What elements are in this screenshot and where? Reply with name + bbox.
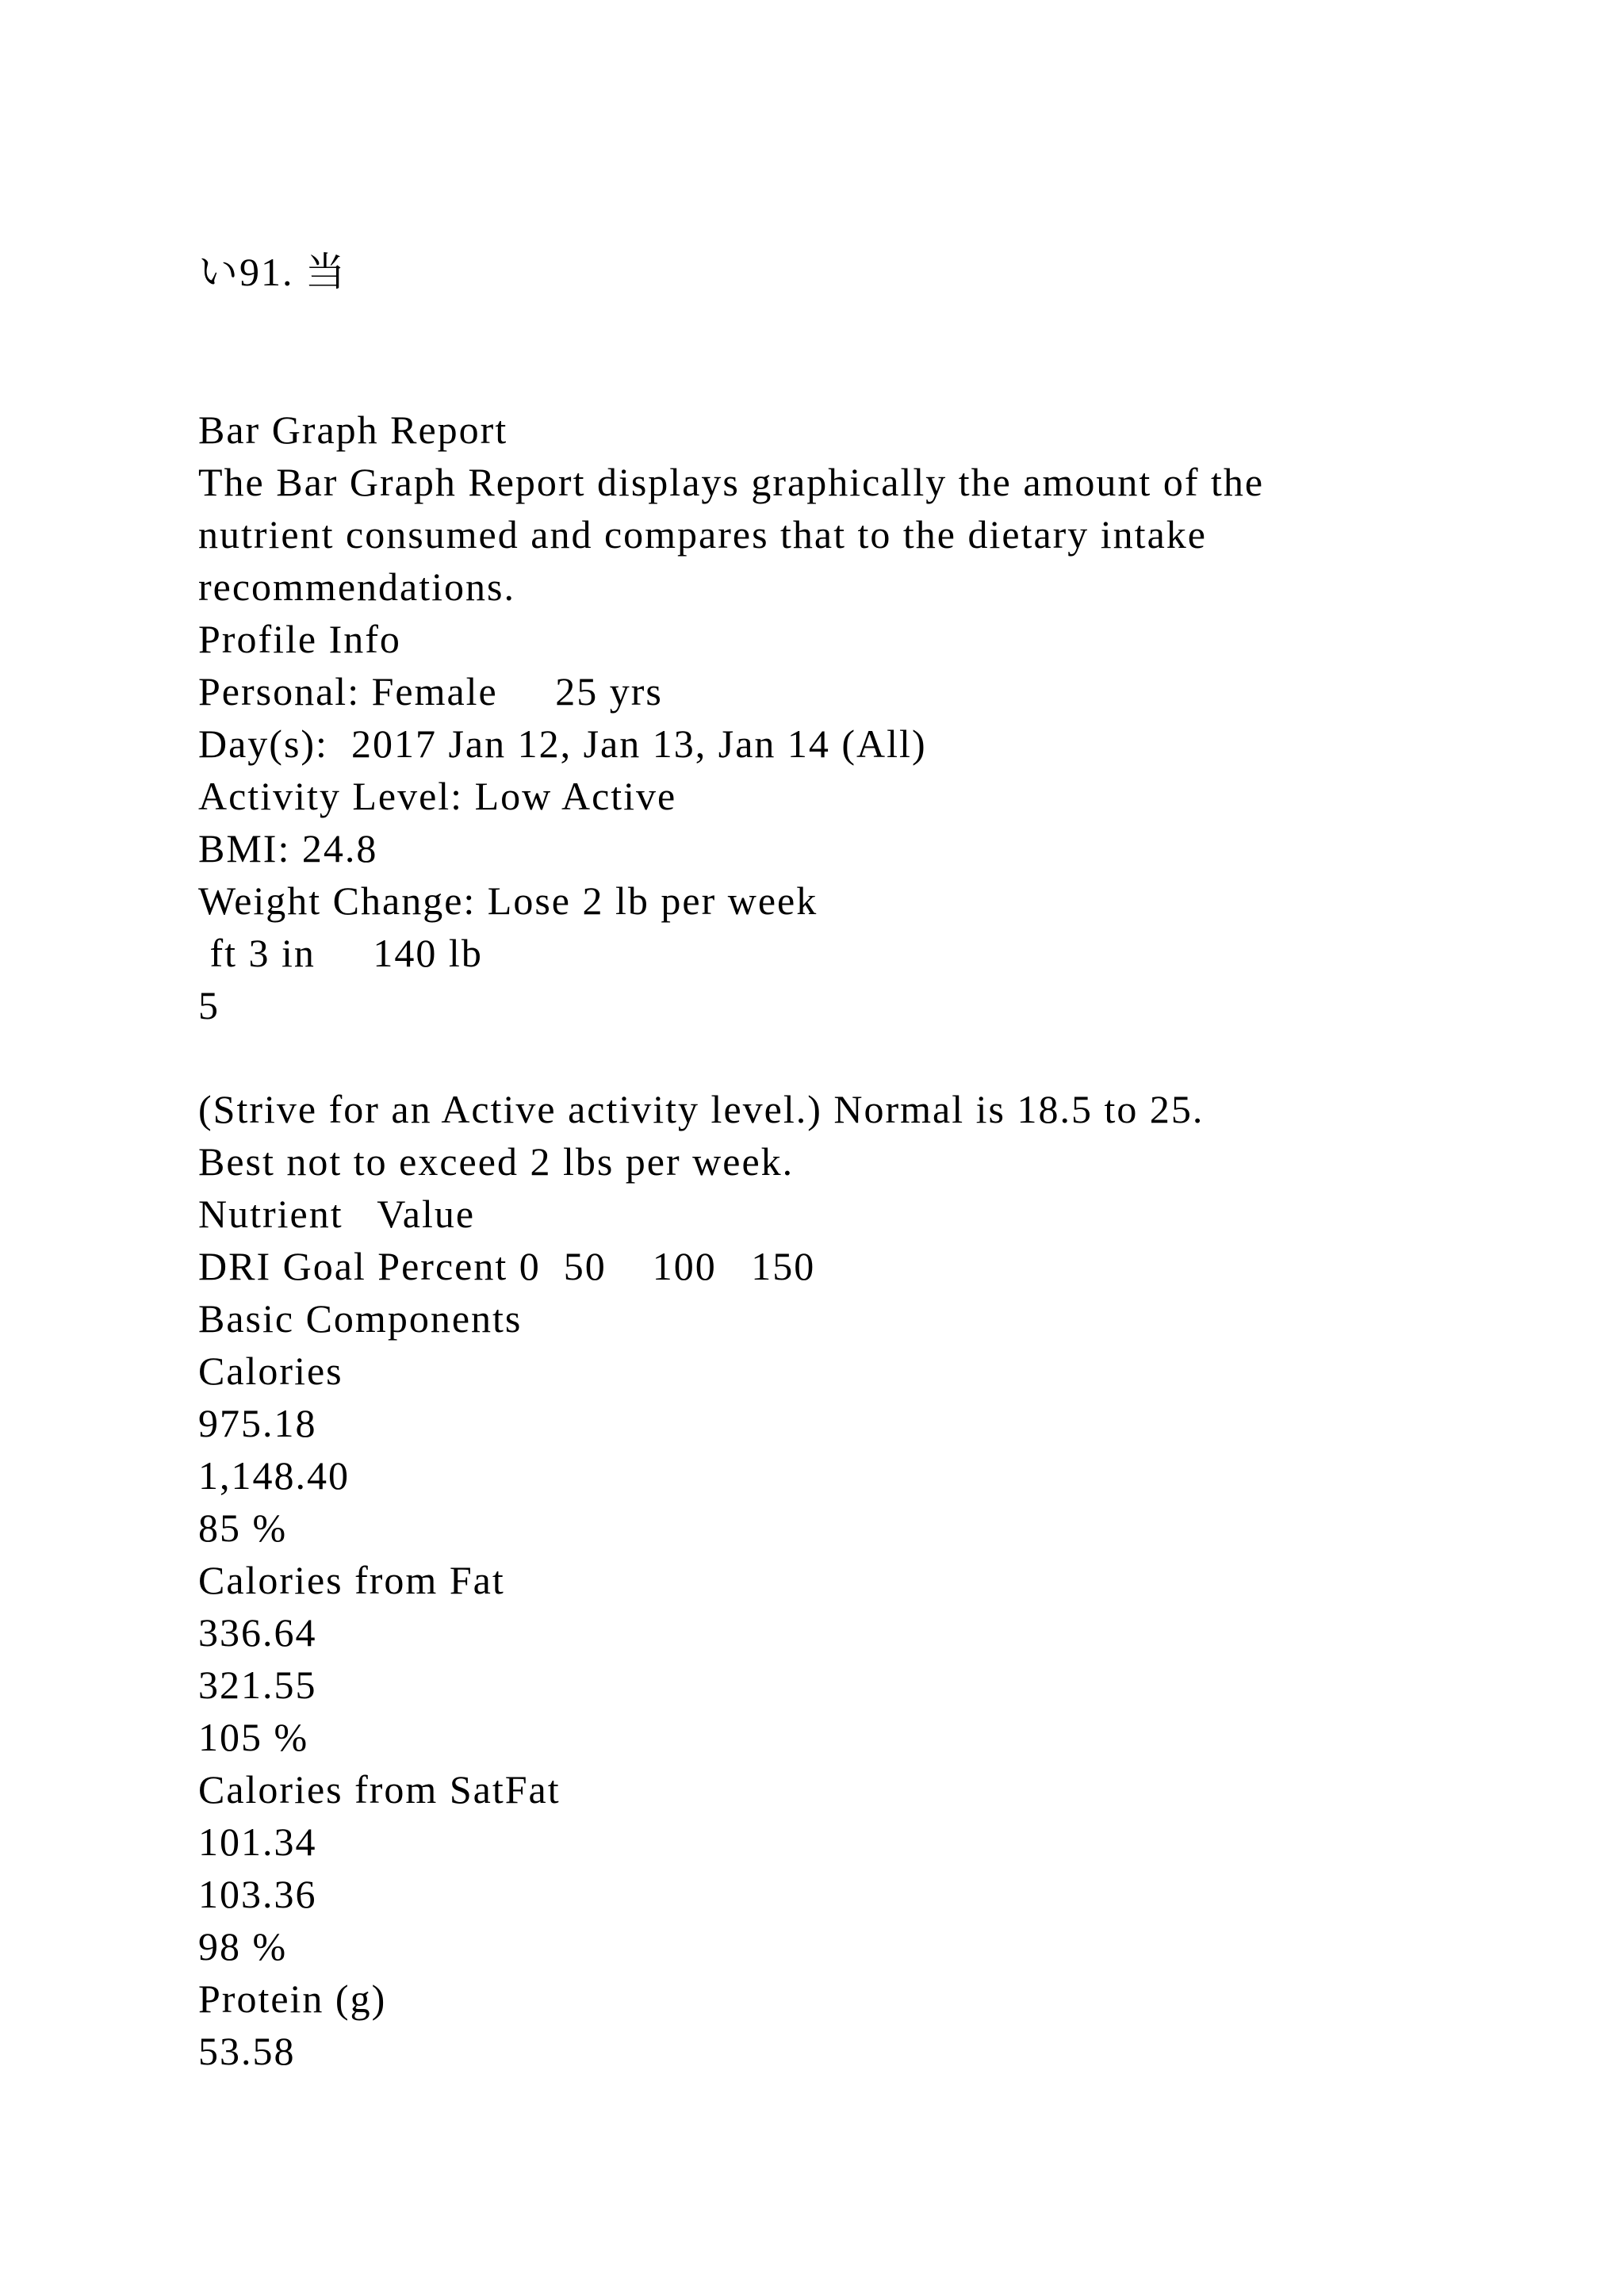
nutrient-percent: 105 % bbox=[198, 1715, 309, 1759]
nutrient-name: Calories bbox=[198, 1349, 343, 1393]
nutrient-value: 53.58 bbox=[198, 2029, 296, 2073]
nutrient-goal: 103.36 bbox=[198, 1872, 317, 1916]
note-line: (Strive for an Active activity level.) Normal is 18.5 to 25. bbox=[198, 1087, 1205, 1131]
nutrient-percent: 98 % bbox=[198, 1924, 288, 1969]
profile-heading: Profile Info bbox=[198, 617, 401, 661]
table-header: DRI Goal Percent 0 50 100 150 bbox=[198, 1244, 816, 1288]
nutrient-value: 101.34 bbox=[198, 1820, 317, 1864]
profile-personal: Personal: Female 25 yrs bbox=[198, 669, 663, 714]
table-header: Nutrient Value bbox=[198, 1192, 476, 1236]
header-glyphs: い91. 当 bbox=[198, 250, 347, 294]
report-description-line: recommendations. bbox=[198, 564, 515, 609]
nutrient-goal: 321.55 bbox=[198, 1663, 317, 1707]
report-description-line: The Bar Graph Report displays graphically the amount of the bbox=[198, 460, 1265, 504]
nutrient-name: Calories from SatFat bbox=[198, 1767, 561, 1812]
nutrient-name: Protein (g) bbox=[198, 1976, 387, 2021]
nutrient-value: 336.64 bbox=[198, 1610, 317, 1655]
profile-bmi: BMI: 24.8 bbox=[198, 826, 378, 871]
note-line: Best not to exceed 2 lbs per week. bbox=[198, 1139, 795, 1184]
nutrient-name: Calories from Fat bbox=[198, 1558, 505, 1602]
nutrient-goal: 1,148.40 bbox=[198, 1453, 350, 1498]
table-section-heading: Basic Components bbox=[198, 1296, 523, 1341]
profile-weight-change: Weight Change: Lose 2 lb per week bbox=[198, 878, 818, 923]
report-title: Bar Graph Report bbox=[198, 408, 508, 452]
profile-height-feet: 5 bbox=[198, 983, 220, 1027]
profile-activity: Activity Level: Low Active bbox=[198, 774, 677, 818]
nutrient-percent: 85 % bbox=[198, 1506, 288, 1550]
nutrient-value: 975.18 bbox=[198, 1401, 317, 1445]
profile-days: Day(s): 2017 Jan 12, Jan 13, Jan 14 (All) bbox=[198, 721, 927, 766]
report-description-line: nutrient consumed and compares that to the dietary intake bbox=[198, 512, 1207, 557]
profile-height-weight: ft 3 in 140 lb bbox=[198, 931, 483, 975]
